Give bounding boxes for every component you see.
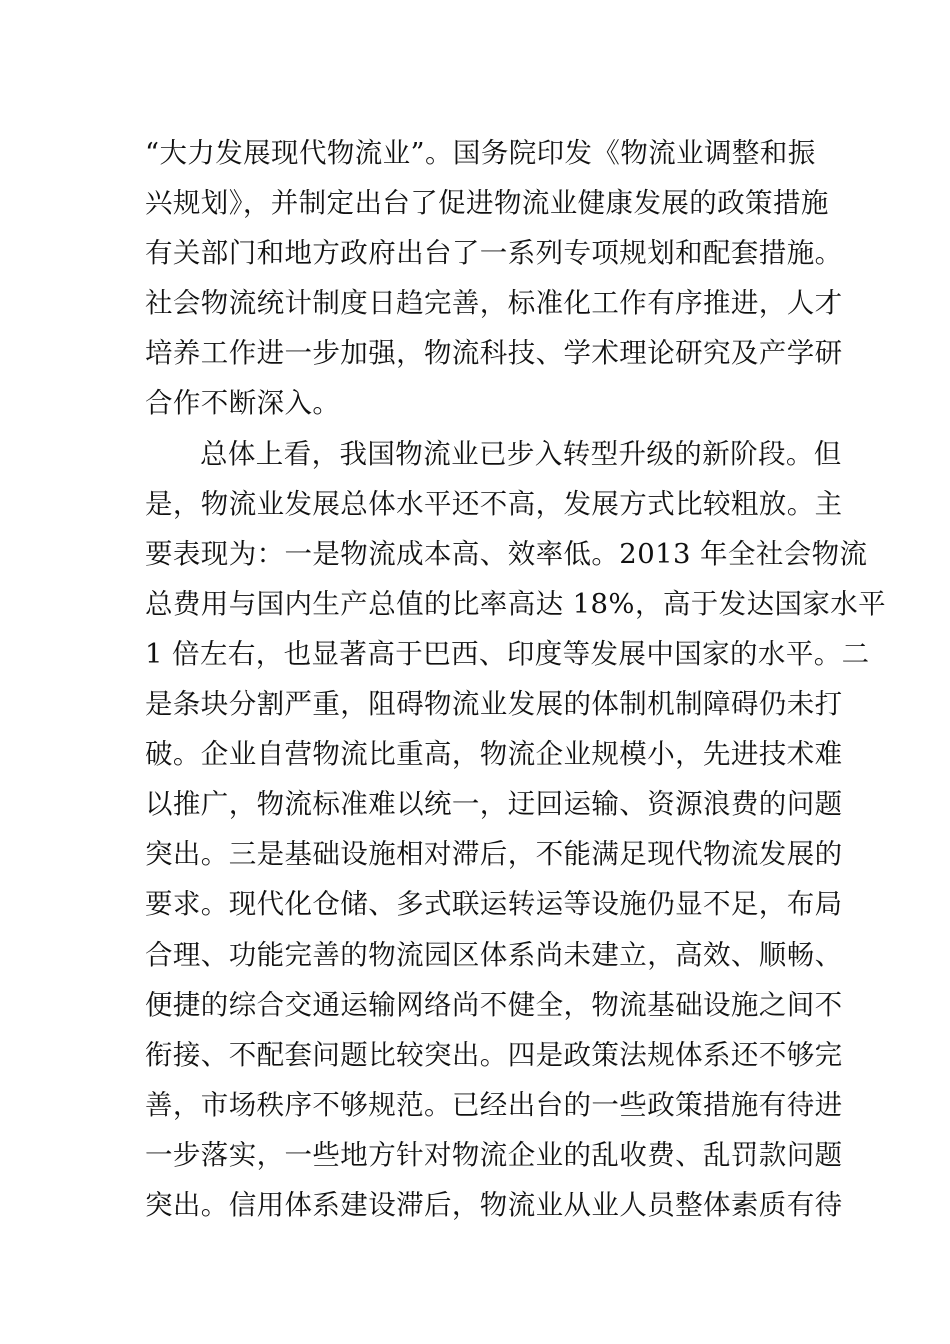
- paragraph-1: [145, 128, 843, 429]
- paragraph-line: 培养工作进一步加强，物流科技、学术理论研究及产学研: [145, 337, 843, 370]
- paragraph-line: “大力发展现代物流业”。国务院印发《物流业调整和振: [145, 137, 816, 169]
- paragraph-2: [145, 429, 887, 1231]
- paragraph-line: 突出。信用体系建设滞后，物流业从业人员整体素质有待: [145, 1188, 843, 1221]
- paragraph-line: 兴规划》，并制定出台了促进物流业健康发展的政策措施: [145, 187, 829, 220]
- paragraph-line: 有关部门和地方政府出台了一系列专项规划和配套措施。: [145, 237, 843, 270]
- paragraph-line: 破。企业自营物流比重高，物流企业规模小，先进技术难: [145, 738, 843, 771]
- paragraph-line: 一步落实，一些地方针对物流企业的乱收费、乱罚款问题: [145, 1138, 843, 1171]
- paragraph-line: 要表现为：一是物流成本高、效率低。2013 年全社会物流: [145, 537, 868, 570]
- paragraph-line: 合理、功能完善的物流园区体系尚未建立，高效、顺畅、: [145, 938, 843, 971]
- paragraph-line: 善，市场秩序不够规范。已经出台的一些政策措施有待进: [145, 1088, 843, 1121]
- paragraph-line: 突出。三是基础设施相对滞后，不能满足现代物流发展的: [145, 838, 843, 871]
- paragraph-line: 合作不断深入。: [145, 387, 341, 420]
- paragraph-line: 衔接、不配套问题比较突出。四是政策法规体系还不够完: [145, 1038, 843, 1071]
- paragraph-line: 要求。现代化仓储、多式联运转运等设施仍显不足，布局: [145, 888, 843, 921]
- paragraph-line: 以推广，物流标准难以统一，迂回运输、资源浪费的问题: [145, 788, 843, 821]
- document-body: [145, 128, 887, 1230]
- paragraph-line: 总费用与国内生产总值的比率高达 18%，高于发达国家水平: [145, 587, 887, 620]
- paragraph-line: 是条块分割严重，阻碍物流业发展的体制机制障碍仍未打: [145, 688, 843, 721]
- paragraph-line: 是，物流业发展总体水平还不高，发展方式比较粗放。主: [145, 487, 843, 520]
- paragraph-line: 1 倍左右，也显著高于巴西、印度等发展中国家的水平。二: [145, 637, 870, 670]
- paragraph-line: 便捷的综合交通运输网络尚不健全，物流基础设施之间不: [145, 988, 843, 1021]
- paragraph-line: 社会物流统计制度日趋完善，标准化工作有序推进，人才: [145, 287, 843, 320]
- paragraph-line: 总体上看，我国物流业已步入转型升级的新阶段。但: [200, 437, 842, 470]
